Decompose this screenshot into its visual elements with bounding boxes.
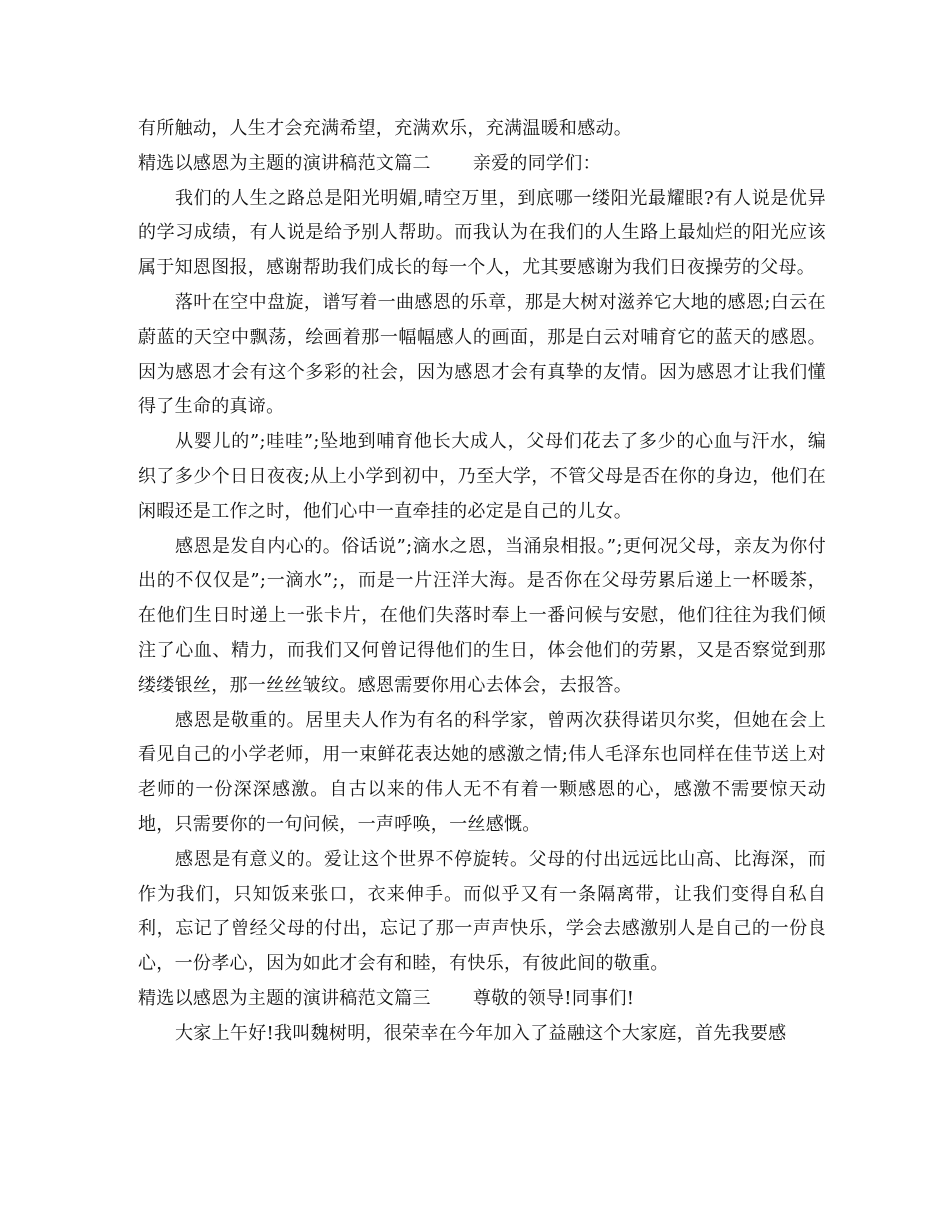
paragraph-continuation: 有所触动，人生才会充满希望，充满欢乐，充满温暖和感动。 bbox=[138, 118, 633, 139]
paragraph: 感恩是敬重的。居里夫人作为有名的科学家，曾两次获得诺贝尔奖，但她在会上看见自己的小学老师，用一束鲜花表达她的感激之情;伟人毛泽东也同样在佳节送上对老师的一份深深感激。自古以来的伟人无不有着一颗感恩的心，感激不需要惊天动地，只需要你的一句问候，一声呼唤，一丝感慨。 bbox=[138, 709, 826, 835]
paragraph: 大家上午好!我叫魏树明，很荣幸在今年加入了益融这个大家庭，首先我要感 bbox=[175, 1022, 787, 1044]
section-heading-2 bbox=[138, 147, 826, 182]
document-body bbox=[138, 112, 826, 1052]
section-salutation: 尊敬的领导!同事们! bbox=[472, 987, 635, 1009]
section-salutation: 亲爱的同学们： bbox=[472, 152, 601, 174]
paragraph: 感恩是有意义的。爱让这个世界不停旋转。父母的付出远远比山高、比海深，而作为我们，只知饭来张口，衣来伸手。而似乎又有一条隔离带，让我们变得自私自利，忘记了曾经父母的付出，忘记了那一声声快乐，学会去感激别人是自己的一份良心，一份孝心，因为如此才会有和睦，有快乐，有彼此间的敬重。 bbox=[138, 848, 826, 975]
paragraph: 从婴儿的”;哇哇”;坠地到哺育他长大成人，父母们花去了多少的心血与汗水，编织了多少个日日夜夜;从上小学到初中，乃至大学，不管父母是否在你的身边，他们在闲暇还是工作之时，他们心中一直牵挂的必定是自己的儿女。 bbox=[138, 431, 826, 522]
paragraph: 感恩是发自内心的。俗话说”;滴水之恩，当涌泉相报。”;更何况父母，亲友为你付出的不仅仅是”;一滴水”;，而是一片汪洋大海。是否你在父母劳累后递上一杯暖茶，在他们生日时递上一张卡片，在他们失落时奉上一番问候与安慰，他们往往为我们倾注了心血、精力，而我们又何曾记得他们的生日，体会他们的劳累，又是否察觉到那缕缕银丝，那一丝丝皱纹。感恩需要你用心去体会，去报答。 bbox=[138, 535, 826, 696]
section-title: 精选以感恩为主题的演讲稿范文篇二 bbox=[138, 152, 431, 174]
section-heading-3 bbox=[138, 982, 826, 1017]
paragraph: 落叶在空中盘旋，谱写着一曲感恩的乐章，那是大树对滋养它大地的感恩;白云在蔚蓝的天空中飘荡，绘画着那一幅幅感人的画面，那是白云对哺育它的蓝天的感恩。因为感恩才会有这个多彩的社会，因为感恩才会有真挚的友情。因为感恩才让我们懂得了生命的真谛。 bbox=[138, 291, 826, 418]
section-title: 精选以感恩为主题的演讲稿范文篇三 bbox=[138, 987, 431, 1009]
paragraph: 我们的人生之路总是阳光明媚,晴空万里，到底哪一缕阳光最耀眼?有人说是优异的学习成绩，有人说是给予别人帮助。而我认为在我们的人生路上最灿烂的阳光应该属于知恩图报，感谢帮助我们成长的每一个人，尤其要感谢为我们日夜操劳的父母。 bbox=[138, 187, 826, 279]
